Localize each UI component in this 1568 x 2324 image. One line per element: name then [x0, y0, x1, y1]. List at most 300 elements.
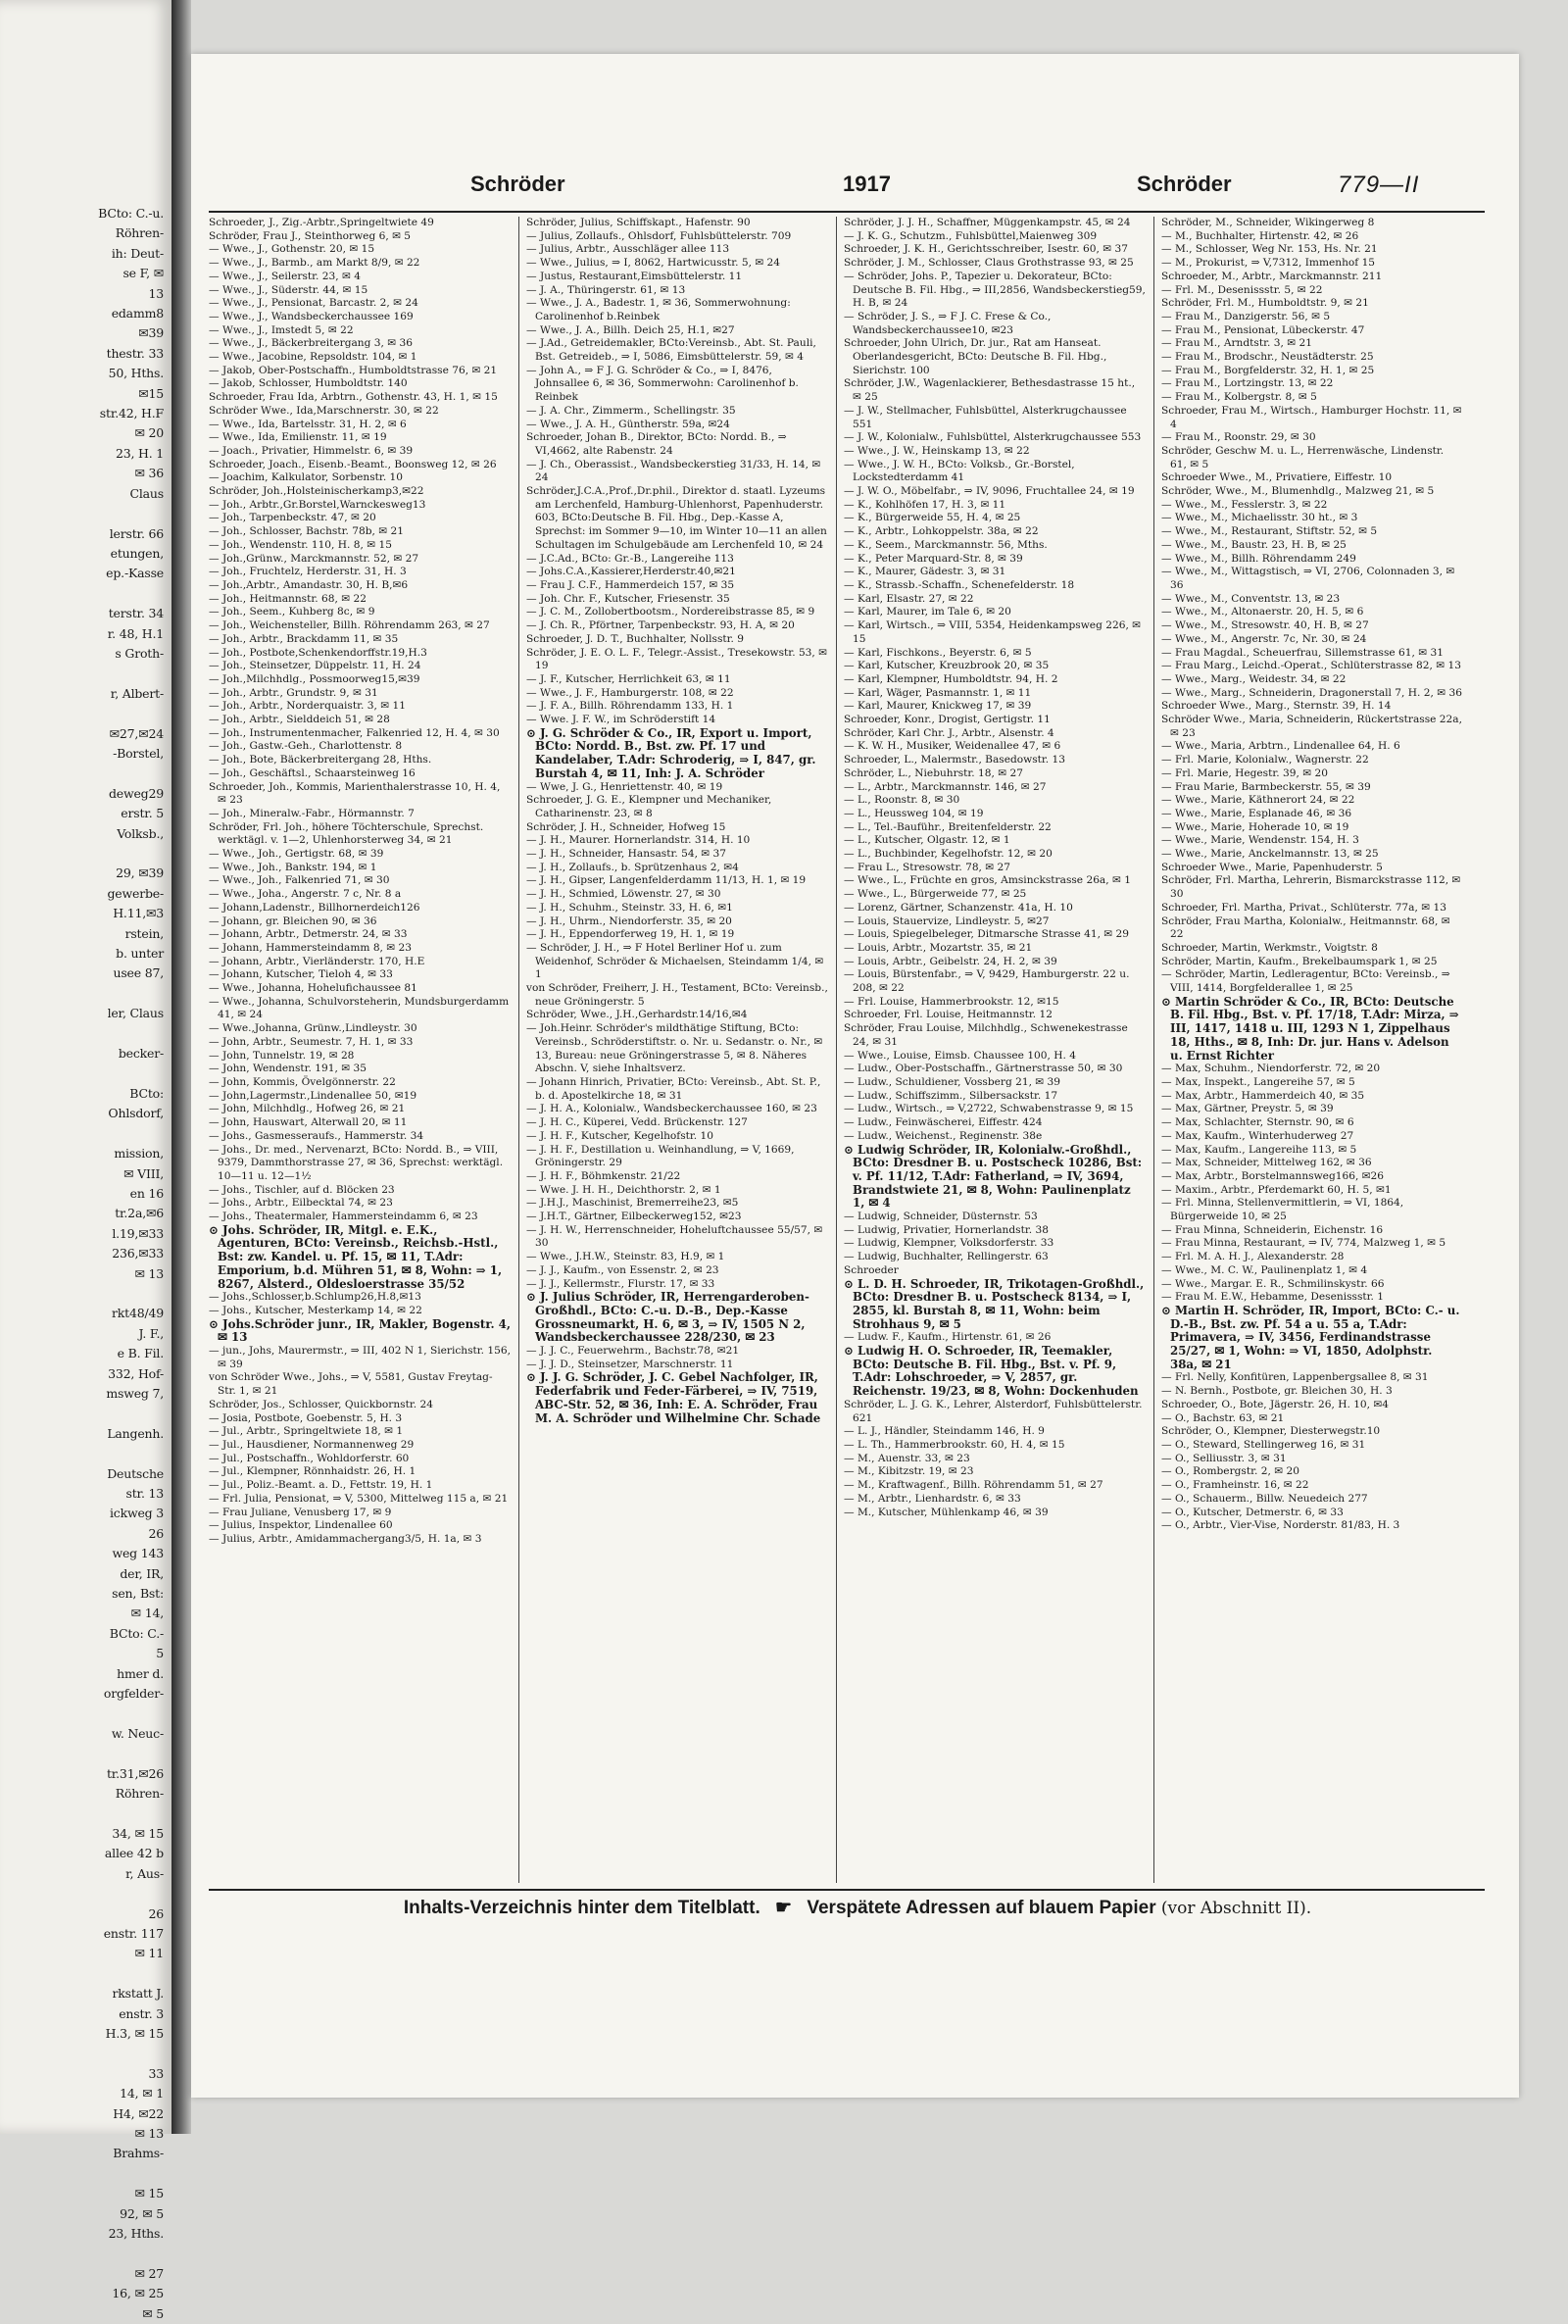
directory-entry: Schröder, L. J. G. K., Lehrer, Alsterdorf, Fuhlsbüttelerstr. 621	[844, 1398, 1143, 1424]
directory-entry: Schroeder, Frau Ida, Arbtrn., Gothenstr. 43, H. 1, ✉ 15	[209, 391, 498, 404]
book-gutter	[172, 0, 191, 2134]
facing-page-line: rstein,	[124, 925, 164, 941]
facing-page-line: Brahms-	[113, 2146, 164, 2161]
directory-entry: — Wwe., Margar. E. R., Schmilinskystr. 66	[1161, 1277, 1385, 1290]
directory-entry: — Wwe., Maria, Arbtrn., Lindenallee 64, H. 6	[1161, 740, 1400, 753]
directory-entry: — Frau J. C.F., Hammerdeich 157, ✉ 35	[526, 578, 735, 591]
directory-entry: — J. A. Chr., Zimmerm., Schellingstr. 35	[526, 404, 736, 417]
facing-page-line: edamm8	[111, 306, 164, 321]
facing-page-line: ✉ 13	[134, 1265, 164, 1281]
header-surname-left: Schröder	[470, 172, 565, 196]
directory-entry: — Joh.,Arbtr., Amandastr. 30, H. B,✉6	[209, 578, 409, 591]
directory-entry: — Schröder, J. H., ⇒ F Hotel Berliner Hof u. zum Weidenhof, Schröder & Michaelsen, Steindamm 1/4, ✉ 1	[526, 941, 824, 981]
directory-entry: — Karl, Wäger, Pasmannstr. 1, ✉ 11	[844, 686, 1032, 699]
facing-page-line: msweg 7,	[106, 1385, 164, 1401]
directory-entry: von Schröder Wwe., Johs., ⇒ V, 5581, Gustav Freytag-Str. 1, ✉ 21	[209, 1371, 493, 1398]
facing-page-line: 29, ✉39	[116, 865, 164, 881]
facing-page-line	[0, 704, 164, 723]
directory-entry: ⊙ J. G. Schröder & Co., IR, Export u. Import, BCto: Nordd. B., Bst. zw. Pf. 17 und Kandelaber, T.Adr: Schroderig, ⇒ I, 847, gr. Burstah 4, ✉ 11, Inh: J. A. Schröder	[526, 725, 816, 780]
directory-entry: — Ludw., Weichenst., Reginenstr. 38e	[844, 1129, 1043, 1142]
directory-entry: — M., Arbtr., Lienhardstr. 6, ✉ 33	[844, 1492, 1021, 1505]
facing-page-line: terstr. 34	[108, 606, 164, 621]
facing-page-line	[0, 584, 164, 604]
directory-entry: — Max, Arbtr., Hammerdeich 40, ✉ 35	[1161, 1089, 1365, 1102]
directory-entry: — J. H., Zollaufs., b. Sprützenhaus 2, ✉4	[526, 861, 739, 873]
directory-entry: — Joach., Privatier, Himmelstr. 6, ✉ 39	[209, 444, 414, 457]
directory-entry: — Joachim, Kalkulator, Sorbenstr. 10	[209, 471, 404, 484]
directory-entry: — J. H., Schneider, Hansastr. 54, ✉ 37	[526, 848, 727, 861]
facing-page-line: -Borstel,	[113, 745, 164, 761]
directory-entry: — John A., ⇒ F J. G. Schröder & Co., ⇒ I, 8476, Johnsallee 6, ✉ 36, Sommerwohn: Carolinenhof b. Reinbek	[526, 364, 799, 404]
facing-page-line: en 16	[129, 1185, 164, 1201]
directory-entry: ⊙ J. J. G. Schröder, J. C. Gebel Nachfolger, IR, Federfabrik und Feder-Färberei, ⇒ IV, 7519, ABC-Str. 52, ✉ 36, Inh: E. A. Schröder, Frau M. A. Schröder und Wilhelmine Chr. Schade	[526, 1370, 821, 1425]
directory-entry: — Joh., Arbtr.,Gr.Borstel,Warnckesweg13	[209, 498, 426, 511]
directory-entry: Schroeder, L., Malermstr., Basedowstr. 13	[844, 754, 1066, 766]
directory-entry: — Wwe., J. A., Badestr. 1, ✉ 36, Sommerwohnung: Carolinenhof b.Reinbek	[526, 297, 791, 322]
directory-entry: — J. Ch. R., Pförtner, Tarpenbeckstr. 93, H. A, ✉ 20	[526, 619, 795, 632]
directory-entry: — Frau Marie, Barmbeckerstr. 55, ✉ 39	[1161, 780, 1371, 793]
facing-page-line: Ohlsdorf,	[108, 1106, 164, 1121]
facing-page-line: ✉ 27	[134, 2265, 164, 2281]
column-divider	[1153, 217, 1154, 1883]
directory-entry: — Frau M., Brodschr., Neustädterstr. 25	[1161, 351, 1374, 364]
directory-entry: — Wwe., Marg., Weidestr. 34, ✉ 22	[1161, 672, 1347, 685]
directory-entry: — Joh., Heitmannstr. 68, ✉ 22	[209, 592, 367, 605]
facing-page-line: BCto:	[129, 1085, 164, 1101]
directory-entry: — Jul., Hausdiener, Normannenweg 29	[209, 1438, 415, 1451]
directory-entry: Schröder,J.C.A.,Prof.,Dr.phil., Direktor d. staatl. Lyzeums am Lerchenfeld, Hamburg-Uhlenhorst, Papenhuderstr. 603, BCto:Deutsche B. Fil. Hbg., Dep.-Kasse A, Sprechst: im Sommer 9—10, im Winter 10—11 an allen Schultagen im Schulgebäude am Lerchenfeld 10, ✉ 24	[526, 485, 827, 551]
footer-section-note: (vor Abschnitt II).	[1160, 1899, 1312, 1918]
directory-entry: Schröder, J. J. H., Schaffner, Müggenkampstr. 45, ✉ 24	[844, 217, 1131, 228]
pointing-hand-icon: ☛	[775, 1898, 793, 1918]
facing-page-line: 13	[148, 285, 164, 301]
directory-entry: — Joh., Schlosser, Bachstr. 78b, ✉ 21	[209, 525, 404, 538]
directory-entry: — Frl. Louise, Hammerbrookstr. 12, ✉15	[844, 995, 1059, 1008]
header-year: 1917	[843, 172, 891, 196]
directory-entry: — Frau Minna, Schneiderin, Eichenstr. 16	[1161, 1223, 1384, 1236]
facing-page-line: r, Albert-	[110, 685, 164, 701]
directory-entry: — Wwe., Marie, Käthnerort 24, ✉ 22	[1161, 794, 1355, 807]
directory-entry: Schröder, Frau Martha, Kolonialw., Heitmannstr. 68, ✉ 22	[1161, 915, 1450, 941]
facing-page-line: gewerbe-	[107, 885, 164, 901]
directory-entry: — Joh., Weichensteller, Billh. Röhrendamm 263, ✉ 27	[209, 619, 490, 632]
directory-entry: Schroeder Wwe., Marg., Sternstr. 39, H. 14	[1161, 700, 1392, 713]
facing-page-line: ✉27,✉24	[109, 725, 164, 741]
facing-page-line: der, IR,	[120, 1565, 164, 1581]
directory-entry: — Ludw. F., Kaufm., Hirtenstr. 61, ✉ 26	[844, 1331, 1052, 1344]
facing-page-edge	[0, 0, 173, 2321]
facing-page-line: ✉ 36	[134, 466, 164, 481]
facing-page-line: 33	[148, 2065, 164, 2081]
directory-entry: — Max, Schneider, Mittelweg 162, ✉ 36	[1161, 1157, 1372, 1169]
directory-entry: Schröder, Julius, Schiffskapt., Hafenstr. 90	[526, 217, 751, 228]
facing-page-line: w. Neuc-	[111, 1725, 164, 1741]
directory-entry: — Jul., Klempner, Rönnhaidstr. 26, H. 1	[209, 1465, 416, 1478]
directory-entry: — Max, Arbtr., Borstelmannsweg166, ✉26	[1161, 1169, 1385, 1182]
directory-entry: Schroeder, M., Arbtr., Marckmannstr. 211	[1161, 270, 1383, 282]
facing-page-line: e B. Fil.	[117, 1346, 164, 1361]
directory-entry: — Wwe., M., Stresowstr. 40, H. B, ✉ 27	[1161, 619, 1369, 632]
directory-entry: — Wwe., J.H.W., Steinstr. 83, H.9, ✉ 1	[526, 1251, 725, 1263]
facing-page-line	[0, 1704, 164, 1723]
facing-page-line	[0, 1024, 164, 1044]
facing-page-line	[0, 1964, 164, 1984]
directory-entry: — Joh., Geschäftsl., Schaarsteinweg 16	[209, 766, 416, 779]
facing-page-line: r, Aus-	[125, 1865, 164, 1881]
header-surname-right: Schröder	[1137, 172, 1232, 196]
directory-entry: — Ludwig, Schneider, Düsternstr. 53	[844, 1211, 1038, 1223]
directory-entry: — Karl, Klempner, Humboldtstr. 94, H. 2	[844, 672, 1058, 685]
directory-entry: — Wwe., M. C. W., Paulinenplatz 1, ✉ 4	[1161, 1263, 1368, 1276]
directory-entry: — John, Kommis, Övelgönnerstr. 22	[209, 1076, 396, 1088]
directory-entry: — Joh., Fruchtelz, Herderstr. 31, H. 3	[209, 566, 407, 578]
directory-entry: — Johann, Kutscher, Tieloh 4, ✉ 33	[209, 968, 393, 981]
directory-entry: — J. F., Kutscher, Herrlichkeit 63, ✉ 11	[526, 672, 731, 685]
facing-page-line: 236,✉33	[112, 1246, 164, 1261]
directory-entry: — M., Prokurist, ⇒ V,7312, Immenhof 15	[1161, 257, 1376, 270]
facing-page-line: orgfelder-	[103, 1686, 164, 1702]
facing-page-line: BCto: C.-u.	[98, 206, 164, 221]
facing-page-line: s Groth-	[115, 645, 164, 661]
directory-entry: von Schröder, Freiherr, J. H., Testament, BCto: Vereinsb., neue Gröningerstr. 5	[526, 982, 828, 1008]
directory-entry: — Wwe., Ida, Emilienstr. 11, ✉ 19	[209, 431, 387, 444]
directory-entry: — Lorenz, Gärtner, Schanzenstr. 41a, H. 10	[844, 901, 1073, 914]
directory-entry: — Wwe. J. F. W., im Schröderstift 14	[526, 714, 716, 726]
directory-entry: — Wwe. J. H. H., Deichthorstr. 2, ✉ 1	[526, 1183, 721, 1196]
directory-entry: — Wwe., M., Fesslerstr. 3, ✉ 22	[1161, 498, 1328, 511]
facing-page-line: deweg29	[108, 785, 164, 801]
directory-entry: — J. H. A., Kolonialw., Wandsbeckerchaussee 160, ✉ 23	[526, 1103, 817, 1115]
directory-entry: — Ludwig, Buchhalter, Rellingerstr. 63	[844, 1251, 1049, 1263]
facing-page-line: Claus	[129, 485, 164, 501]
directory-entry: — Wwe.,Johanna, Grünw.,Lindleystr. 30	[209, 1022, 417, 1035]
directory-entry: Schroeder, Frl. Louise, Heitmannstr. 12	[844, 1009, 1053, 1021]
directory-entry: — Wwe., Marie, Anckelmannstr. 13, ✉ 25	[1161, 848, 1379, 861]
directory-entry: — Joh., Bote, Bäckerbreitergang 28, Hths.	[209, 754, 432, 766]
directory-entry: — L., Kutscher, Olgastr. 12, ✉ 1	[844, 834, 1010, 847]
facing-page-line: Röhren-	[115, 225, 164, 241]
directory-entry: — Ludw., Schiffszimm., Silbersackstr. 17	[844, 1089, 1058, 1102]
directory-entry: Schroeder, John Ulrich, Dr. jur., Rat am Hanseat. Oberlandesgericht, BCto: Deutsche B. Fil. Hbg., Sierichstr. 100	[844, 337, 1107, 376]
facing-page-line: ler, Claus	[107, 1006, 164, 1021]
directory-entry: — J. F. A., Billh. Röhrendamm 133, H. 1	[526, 700, 734, 713]
directory-entry: — Wwe., Jacobine, Repsoldstr. 104, ✉ 1	[209, 351, 417, 364]
facing-page-line	[0, 1063, 164, 1083]
directory-entry: — Wwe., L., Bürgerweide 77, ✉ 25	[844, 888, 1027, 901]
directory-entry: Schroeder, Joh., Kommis, Marienthalerstrasse 10, H. 4, ✉ 23	[209, 780, 501, 807]
directory-entry: — Wwe., J., Imstedt 5, ✉ 22	[209, 323, 354, 336]
directory-entry: — J. H., Schmied, Löwenstr. 27, ✉ 30	[526, 888, 721, 901]
facing-page-line: lerstr. 66	[109, 525, 164, 541]
facing-page-line: ickweg 3	[110, 1506, 164, 1521]
directory-entry: Schröder, J. H., Schneider, Hofweg 15	[526, 820, 726, 833]
directory-entry: — Frau M., Danzigerstr. 56, ✉ 5	[1161, 310, 1331, 322]
facing-page-line	[0, 2244, 164, 2263]
directory-entry: — Julius, Inspektor, Lindenallee 60	[209, 1519, 393, 1532]
directory-entry: — K. W. H., Musiker, Weidenallee 47, ✉ 6	[844, 740, 1061, 753]
directory-entry: Schröder, Karl Chr. J., Arbtr., Alsenstr. 4	[844, 726, 1054, 739]
directory-entry: — Wwe., J., Gothenstr. 20, ✉ 15	[209, 243, 375, 256]
directory-entry: Schroeder, Johan B., Direktor, BCto: Nordd. B., ⇒ VI,4662, alte Rabenstr. 24	[526, 431, 787, 457]
facing-page-line	[0, 1444, 164, 1463]
directory-entry: — Karl, Maurer, im Tale 6, ✉ 20	[844, 606, 1011, 618]
directory-entry: Schröder, Wwe., J.H.,Gerhardstr.14/16,✉4	[526, 1009, 748, 1021]
directory-entry: — Louis, Stauervize, Lindleystr. 5, ✉27	[844, 915, 1050, 927]
directory-entry: Schröder, Jos., Schlosser, Quickbornstr. 24	[209, 1398, 433, 1410]
page-number: 779—II	[1338, 172, 1420, 198]
directory-entry: — Wwe., Ida, Bartelsstr. 31, H. 2, ✉ 6	[209, 418, 407, 430]
directory-entry: — O., Steward, Stellingerweg 16, ✉ 31	[1161, 1438, 1366, 1451]
directory-entry: — Joh. Chr. F., Kutscher, Friesenstr. 35	[526, 592, 730, 605]
directory-entry: Schröder, Frau Louise, Milchhdlg., Schwenekestrasse 24, ✉ 31	[844, 1022, 1128, 1048]
directory-entry: — Frau M., Roonstr. 29, ✉ 30	[1161, 431, 1316, 444]
directory-entry: — L., Heussweg 104, ✉ 19	[844, 807, 984, 819]
facing-page-line	[0, 2164, 164, 2184]
directory-entry: — J. A., Thüringerstr. 61, ✉ 13	[526, 283, 686, 296]
directory-entry: ⊙ Johs. Schröder, IR, Mitgl. e. E.K., Agenturen, BCto: Vereinsb., Reichsb.-Hstl., Bst: zw. Kandel. u. Pf. 15, ✉ 11, T.Adr: Emporium, b.d. Mühren 51, ✉ 8, Wohn: ⇒ 1, 8267, Alsterd., Oldesloerstrasse 35/52	[209, 1222, 503, 1291]
directory-entry: Schröder, J.W., Wagenlackierer, Bethesdastrasse 15 ht., ✉ 25	[844, 377, 1136, 404]
directory-entry: — Wwe., M., Baustr. 23, H. B, ✉ 25	[1161, 538, 1347, 551]
directory-entry: — K., Seem., Marckmannstr. 56, Mths.	[844, 538, 1048, 551]
directory-entry: — Ludwig, Klempner, Volksdorferstr. 33	[844, 1237, 1054, 1250]
directory-entry: — J. H. C., Küperei, Vedd. Brückenstr. 127	[526, 1116, 748, 1129]
directory-entry: — Joh., Gastw.-Geh., Charlottenstr. 8	[209, 740, 403, 753]
directory-entry: — Wwe., Johanna, Hohelufichaussee 81	[209, 982, 417, 995]
directory-entry: — Louis, Arbtr., Mozartstr. 35, ✉ 21	[844, 941, 1033, 954]
directory-entry: — K., Maurer, Gädestr. 3, ✉ 31	[844, 566, 1006, 578]
directory-entry: — J. H. F., Böhmkenstr. 21/22	[526, 1169, 681, 1182]
facing-page-line: ih: Deut-	[111, 245, 164, 261]
directory-entry: — Johs., Theatermaler, Hammersteindamm 6, ✉ 23	[209, 1211, 478, 1223]
facing-page-line: allee 42 b	[104, 1846, 164, 1861]
directory-entry: — O., Kutscher, Detmerstr. 6, ✉ 33	[1161, 1506, 1344, 1518]
directory-entry: — John, Milchhdlg., Hofweg 26, ✉ 21	[209, 1103, 406, 1115]
directory-entry: Schroeder, Joach., Eisenb.-Beamt., Boonsweg 12, ✉ 26	[209, 458, 497, 470]
directory-entry: Schroeder Wwe., Marie, Papenhuderstr. 5	[1161, 861, 1383, 873]
directory-entry: — Wwe., J. A., Billh. Deich 25, H.1, ✉27	[526, 323, 735, 336]
header-rule	[209, 211, 1485, 213]
directory-entry: — J. H. W., Herrenschneider, Hoheluftchaussee 55/57, ✉ 30	[526, 1223, 823, 1250]
directory-entry: Schröder, Frau J., Steinthorweg 6, ✉ 5	[209, 229, 412, 242]
directory-entry: — Joh., Mineralw.-Fabr., Hörmannstr. 7	[209, 807, 415, 819]
column-3	[844, 217, 1146, 1883]
column-1	[209, 217, 511, 1883]
directory-entry: — Joh.,Milchhdlg., Possmoorweg15,✉39	[209, 672, 420, 685]
directory-entry: — Johs., Dr. med., Nervenarzt, BCto: Nordd. B., ⇒ VIII, 9379, Dammthorstrasse 27, ✉ 36, Sprechst: werktägl. 10—11 u. 12—1½	[209, 1143, 504, 1182]
directory-entry: Schröder Wwe., Maria, Schneiderin, Rückertstrasse 22a, ✉ 23	[1161, 714, 1462, 739]
directory-page	[191, 54, 1519, 2098]
page-footer	[230, 1897, 1485, 1919]
directory-entry: Schröder, Frl. Joh., höhere Töchterschule, Sprechst. werktägl. v. 1—2, Uhlenhorsterweg 34, ✉ 21	[209, 820, 484, 847]
directory-entry: — Wwe., M., Altonaerstr. 20, H. 5, ✉ 6	[1161, 606, 1364, 618]
directory-entry: — Frau Minna, Restaurant, ⇒ IV, 774, Malzweg 1, ✉ 5	[1161, 1237, 1446, 1250]
directory-entry: — L., Roonstr. 8, ✉ 30	[844, 794, 960, 807]
facing-page-line: H.3, ✉ 15	[105, 2025, 164, 2041]
directory-entry: — Frl. M., Desenissstr. 5, ✉ 22	[1161, 283, 1323, 296]
directory-entry: — Johann, Arbtr., Detmerstr. 24, ✉ 33	[209, 928, 408, 941]
directory-entry: — O., Arbtr., Vier-Vise, Norderstr. 81/83, H. 3	[1161, 1519, 1400, 1532]
facing-page-line: H.11,✉3	[113, 906, 164, 921]
directory-entry: — Joh., Tarpenbeckstr. 47, ✉ 20	[209, 512, 376, 524]
directory-entry: ⊙ Martin Schröder & Co., IR, BCto: Deutsche B. Fil. Hbg., Bst. v. Pf. 17/18, T.Adr: Mirza, ⇒ III, 1417, 1418 u. III, 1293 N 1, Zippelhaus 18, Hths., ✉ 8, Inh: Dr. jur. Hans v. Adelson u. Ernst Richter	[1161, 994, 1459, 1063]
directory-entry: ⊙ J. Julius Schröder, IR, Herrengarderoben-Großhdl., BCto: C.-u. D.-B., Dep.-Kasse Grossneumarkt, H. 6, ✉ 3, ⇒ IV, 1505 N 2, Wandsbeckerchaussee 228/230, ✉ 23	[526, 1290, 809, 1345]
directory-entry: — Joh., Arbtr., Norderquaistr. 3, ✉ 11	[209, 700, 406, 713]
directory-entry: — Julius, Arbtr., Ausschläger allee 113	[526, 243, 730, 256]
directory-entry: — Johann Hinrich, Privatier, BCto: Vereinsb., Abt. St. P., b. d. Apostelkirche 18, ✉ 31	[526, 1076, 821, 1102]
directory-entry: — Wwe., M., Wittagstisch, ⇒ VI, 2706, Colonnaden 3, ✉ 36	[1161, 566, 1455, 591]
directory-entry: — M., Kutscher, Mühlenkamp 46, ✉ 39	[844, 1506, 1049, 1518]
facing-page-line: ✉39	[138, 325, 164, 341]
directory-entry: — Wwe., Louise, Eimsb. Chaussee 100, H. 4	[844, 1049, 1076, 1062]
directory-entry: — Max, Inspekt., Langereihe 57, ✉ 5	[1161, 1076, 1355, 1088]
directory-entry: — Wwe., Marie, Wendenstr. 154, H. 3	[1161, 834, 1359, 847]
facing-page-line: 14, ✉ 1	[120, 2086, 164, 2101]
directory-entry: — Jul., Arbtr., Springeltwiete 18, ✉ 1	[209, 1425, 404, 1438]
directory-entry: Schröder, M., Schneider, Wikingerweg 8	[1161, 217, 1375, 228]
directory-entry: Schröder, Wwe., M., Blumenhdlg., Malzweg 21, ✉ 5	[1161, 485, 1435, 498]
directory-entry: — Joh., Arbtr., Brackdamm 11, ✉ 35	[209, 632, 399, 645]
directory-entry: — M., Kibitzstr. 19, ✉ 23	[844, 1465, 974, 1478]
directory-entry: — J.C.Ad., BCto: Gr.-B., Langereihe 113	[526, 552, 734, 565]
directory-entry: — J. K. G., Schutzm., Fuhlsbüttel,Maienweg 309	[844, 229, 1098, 242]
directory-entry: — J. W. O., Möbelfabr., ⇒ IV, 9096, Fruchtallee 24, ✉ 19	[844, 485, 1135, 498]
directory-entry: — Frl. Minna, Stellenvermittlerin, ⇒ VI, 1864, Bürgerweide 10, ✉ 25	[1161, 1197, 1404, 1223]
facing-page-line: etungen,	[110, 545, 164, 561]
directory-entry: — John, Wendenstr. 191, ✉ 35	[209, 1063, 367, 1075]
directory-entry: — Wwe., J. A. H., Güntherstr. 59a, ✉24	[526, 418, 730, 430]
directory-entry: — N. Bernh., Postbote, gr. Bleichen 30, H. 3	[1161, 1385, 1393, 1398]
directory-entry: — Jakob, Schlosser, Humboldtstr. 140	[209, 377, 408, 390]
directory-entry: — Johann, gr. Bleichen 90, ✉ 36	[209, 915, 377, 927]
directory-entry: — Johs., Kutscher, Mesterkamp 14, ✉ 22	[209, 1304, 422, 1316]
directory-entry: — Frl. Julia, Pensionat, ⇒ V, 5300, Mittelweg 115 a, ✉ 21	[209, 1492, 509, 1505]
directory-entry: — L. Th., Hammerbrookstr. 60, H. 4, ✉ 15	[844, 1438, 1065, 1451]
directory-entry: Schroeder	[844, 1263, 899, 1276]
directory-entry: — Joh., Steinsetzer, Düppelstr. 11, H. 24	[209, 660, 421, 672]
directory-entry: Schröder, L., Niebuhrstr. 18, ✉ 27	[844, 766, 1023, 779]
directory-entry: — M., Schlosser, Weg Nr. 153, Hs. Nr. 21	[1161, 243, 1378, 256]
column-2	[526, 217, 828, 1883]
directory-entry: Schröder, O., Klempner, Diesterwegstr.10	[1161, 1425, 1381, 1438]
directory-entry: — Wwe., J., Wandsbeckerchaussee 169	[209, 310, 414, 322]
directory-entry: — J. Ch., Oberassist., Wandsbeckerstieg 31/33, H. 14, ✉ 24	[526, 458, 821, 484]
directory-columns	[209, 217, 1485, 1883]
directory-entry: — Joh., Wendenstr. 110, H. 8, ✉ 15	[209, 538, 392, 551]
directory-entry: — Joh., Seem., Kuhberg 8c, ✉ 9	[209, 606, 375, 618]
directory-entry: Schröder, J. E. O. L. F., Telegr.-Assist., Tresekowstr. 53, ✉ 19	[526, 646, 828, 672]
directory-entry: — Schröder, Johs. P., Tapezier u. Dekorateur, BCto: Deutsche B. Fil. Hbg., ⇒ III,2856, Wandsbeckerstieg59, H. B, ✉ 24	[844, 270, 1146, 310]
directory-entry: — J. J. D., Steinsetzer, Marschnerstr. 11	[526, 1358, 734, 1370]
directory-entry: Schroeder, Martin, Werkmstr., Voigtstr. 8	[1161, 941, 1378, 954]
directory-entry: — L., Arbtr., Marckmannstr. 146, ✉ 27	[844, 780, 1047, 793]
directory-entry: Schröder Wwe., Ida,Marschnerstr. 30, ✉ 22	[209, 404, 439, 417]
directory-entry: — Frau M., Borgfelderstr. 32, H. 1, ✉ 25	[1161, 364, 1375, 376]
directory-entry: — J. J., Kellermstr., Flurstr. 17, ✉ 33	[526, 1277, 715, 1290]
directory-entry: — Jul., Poliz.-Beamt. a. D., Fettstr. 19, H. 1	[209, 1479, 433, 1492]
directory-entry: — Frau Marg., Leichd.-Operat., Schlüterstrasse 82, ✉ 13	[1161, 660, 1461, 672]
directory-entry: ⊙ Johs.Schröder junr., IR, Makler, Bogenstr. 4, ✉ 13	[209, 1316, 511, 1345]
directory-entry: Schröder, Martin, Kaufm., Brekelbaumspark 1, ✉ 25	[1161, 955, 1438, 967]
directory-entry: — Jul., Postschaffn., Wohldorferstr. 60	[209, 1452, 410, 1464]
directory-entry: — K., Peter Marquard-Str. 8, ✉ 39	[844, 552, 1023, 565]
directory-entry: — Johann,Ladenstr., Billhornerdeich126	[209, 901, 420, 914]
directory-entry: — Wwe., M., Conventstr. 13, ✉ 23	[1161, 592, 1341, 605]
directory-entry: — Joh., Arbtr., Grundstr. 9, ✉ 31	[209, 686, 378, 699]
facing-page-line: rkstatt J.	[112, 1986, 164, 2002]
facing-page-line: mission,	[114, 1146, 164, 1162]
directory-entry: — Johs.C.A.,Kassierer,Herderstr.40,✉21	[526, 566, 736, 578]
directory-entry: — Wwe., J. F., Hamburgerstr. 108, ✉ 22	[526, 686, 734, 699]
directory-entry: — Louis, Spiegelbeleger, Ditmarsche Strasse 41, ✉ 29	[844, 928, 1130, 941]
facing-page-line: se F, ✉	[122, 266, 164, 281]
directory-entry: — Maxim., Arbtr., Pferdemarkt 60, H. 5, ✉1	[1161, 1183, 1392, 1196]
directory-entry: — Wwe, J. G., Henriettenstr. 40, ✉ 19	[526, 780, 723, 793]
directory-entry: — Karl, Wirtsch., ⇒ VIII, 5354, Heidenkampsweg 226, ✉ 15	[844, 619, 1142, 645]
running-header	[191, 172, 1519, 211]
facing-page-line: weg 143	[112, 1546, 164, 1561]
directory-entry: — John, Hauswart, Alterwall 20, ✉ 11	[209, 1116, 408, 1129]
facing-page-line: tr.2a,✉6	[115, 1206, 164, 1221]
directory-entry: — Frau M., Pensionat, Lübeckerstr. 47	[1161, 323, 1365, 336]
directory-entry: — Joh., Instrumentenmacher, Falkenried 12, H. 4, ✉ 30	[209, 726, 500, 739]
facing-page-line: enstr. 117	[103, 1925, 164, 1941]
directory-entry: — Wwe., L., Früchte en gros, Amsinckstrasse 26a, ✉ 1	[844, 874, 1131, 887]
directory-entry: — Karl, Maurer, Knickweg 17, ✉ 39	[844, 700, 1032, 713]
facing-page-line	[0, 844, 164, 864]
facing-page-line: Volksb.,	[117, 825, 164, 841]
directory-entry: — O., Framheinstr. 16, ✉ 22	[1161, 1479, 1309, 1492]
directory-entry: ⊙ Ludwig H. O. Schroeder, IR, Teemakler, BCto: Deutsche B. Fil. Hbg., Bst. v. Pf. 9, T.Adr: Lohschroeder, ⇒ V, 2857, gr. Reichenstr. 19/23, ✉ 8, Wohn: Dockenhuden	[844, 1344, 1139, 1399]
directory-entry: — Joh., Postbote,Schenkendorffstr.19,H.3	[209, 646, 427, 659]
facing-page-line: 5	[156, 1646, 164, 1661]
directory-entry: — K., Kohlhöfen 17, H. 3, ✉ 11	[844, 498, 1006, 511]
directory-entry: — Wwe., Marie, Hoherade 10, ✉ 19	[1161, 820, 1349, 833]
facing-page-line: str. 13	[125, 1486, 164, 1501]
directory-entry: — J.H.J., Maschinist, Bremerreihe23, ✉5	[526, 1197, 739, 1210]
facing-page-line: 23, H. 1	[115, 445, 164, 461]
directory-entry: — Frl. Marie, Kolonialw., Wagnerstr. 22	[1161, 754, 1369, 766]
facing-page-line: 92, ✉ 5	[120, 2205, 164, 2221]
directory-entry: Schroeder, Frau M., Wirtsch., Hamburger Hochstr. 11, ✉ 4	[1161, 404, 1462, 430]
footer-late-addresses-note: Verspätete Adressen auf blauem Papier	[807, 1898, 1156, 1918]
facing-page-line	[0, 1744, 164, 1763]
directory-entry: — K., Arbtr., Lohkoppelstr. 38a, ✉ 22	[844, 525, 1039, 538]
facing-page-line: Langenh.	[107, 1425, 164, 1441]
facing-page-line: thestr. 33	[106, 345, 164, 361]
directory-entry: — Frau M., Lortzingstr. 13, ✉ 22	[1161, 377, 1334, 390]
directory-entry: — J. H., Maurer. Hornerlandstr. 314, H. 10	[526, 834, 751, 847]
facing-page-line: ✉ VIII,	[123, 1165, 164, 1181]
directory-entry: — Wwe., J., Seilerstr. 23, ✉ 4	[209, 270, 361, 282]
facing-page-line: ✉ 14,	[130, 1606, 164, 1621]
directory-entry: — Frl. M. A. H. J., Alexanderstr. 28	[1161, 1251, 1345, 1263]
directory-entry: — Wwe., J., Bäckerbreitergang 3, ✉ 36	[209, 337, 413, 350]
directory-entry: — Johs., Arbtr., Eilbecktal 74, ✉ 23	[209, 1197, 393, 1210]
directory-entry: — O., Bachstr. 63, ✉ 21	[1161, 1411, 1285, 1424]
directory-entry: — J. H., Eppendorferweg 19, H. 1, ✉ 19	[526, 928, 735, 941]
directory-entry: ⊙ Martin H. Schröder, IR, Import, BCto: C.- u. D.-B., Bst. zw. Pf. 54 a u. 55 a, T.Adr: Primavera, ⇒ IV, 3456, Ferdinandstrasse 25/27, ✉ 1, Wohn: ⇒ VI, 1850, Adolphstr. 38a, ✉ 21	[1161, 1303, 1460, 1371]
directory-entry: — O., Schauerm., Billw. Neuedeich 277	[1161, 1492, 1368, 1505]
facing-page-line	[0, 1805, 164, 1824]
directory-entry: — Frau Juliane, Venusberg 17, ✉ 9	[209, 1506, 392, 1518]
directory-entry: — Wwe., Joh., Falkenried 71, ✉ 30	[209, 874, 390, 887]
directory-entry: — J. H. F., Kutscher, Kegelhofstr. 10	[526, 1129, 714, 1142]
directory-entry: — jun., Johs, Maurermstr., ⇒ III, 402 N 1, Sierichstr. 156, ✉ 39	[209, 1345, 512, 1370]
directory-entry: — Ludw., Feinwäscherei, Eiffestr. 424	[844, 1116, 1043, 1129]
directory-entry: Schröder, Joh.,Holsteinischerkamp3,✉22	[209, 485, 424, 498]
facing-page-line: ✉15	[138, 385, 164, 401]
directory-entry: — J. J. C., Feuerwehrm., Bachstr.78, ✉21	[526, 1345, 740, 1358]
